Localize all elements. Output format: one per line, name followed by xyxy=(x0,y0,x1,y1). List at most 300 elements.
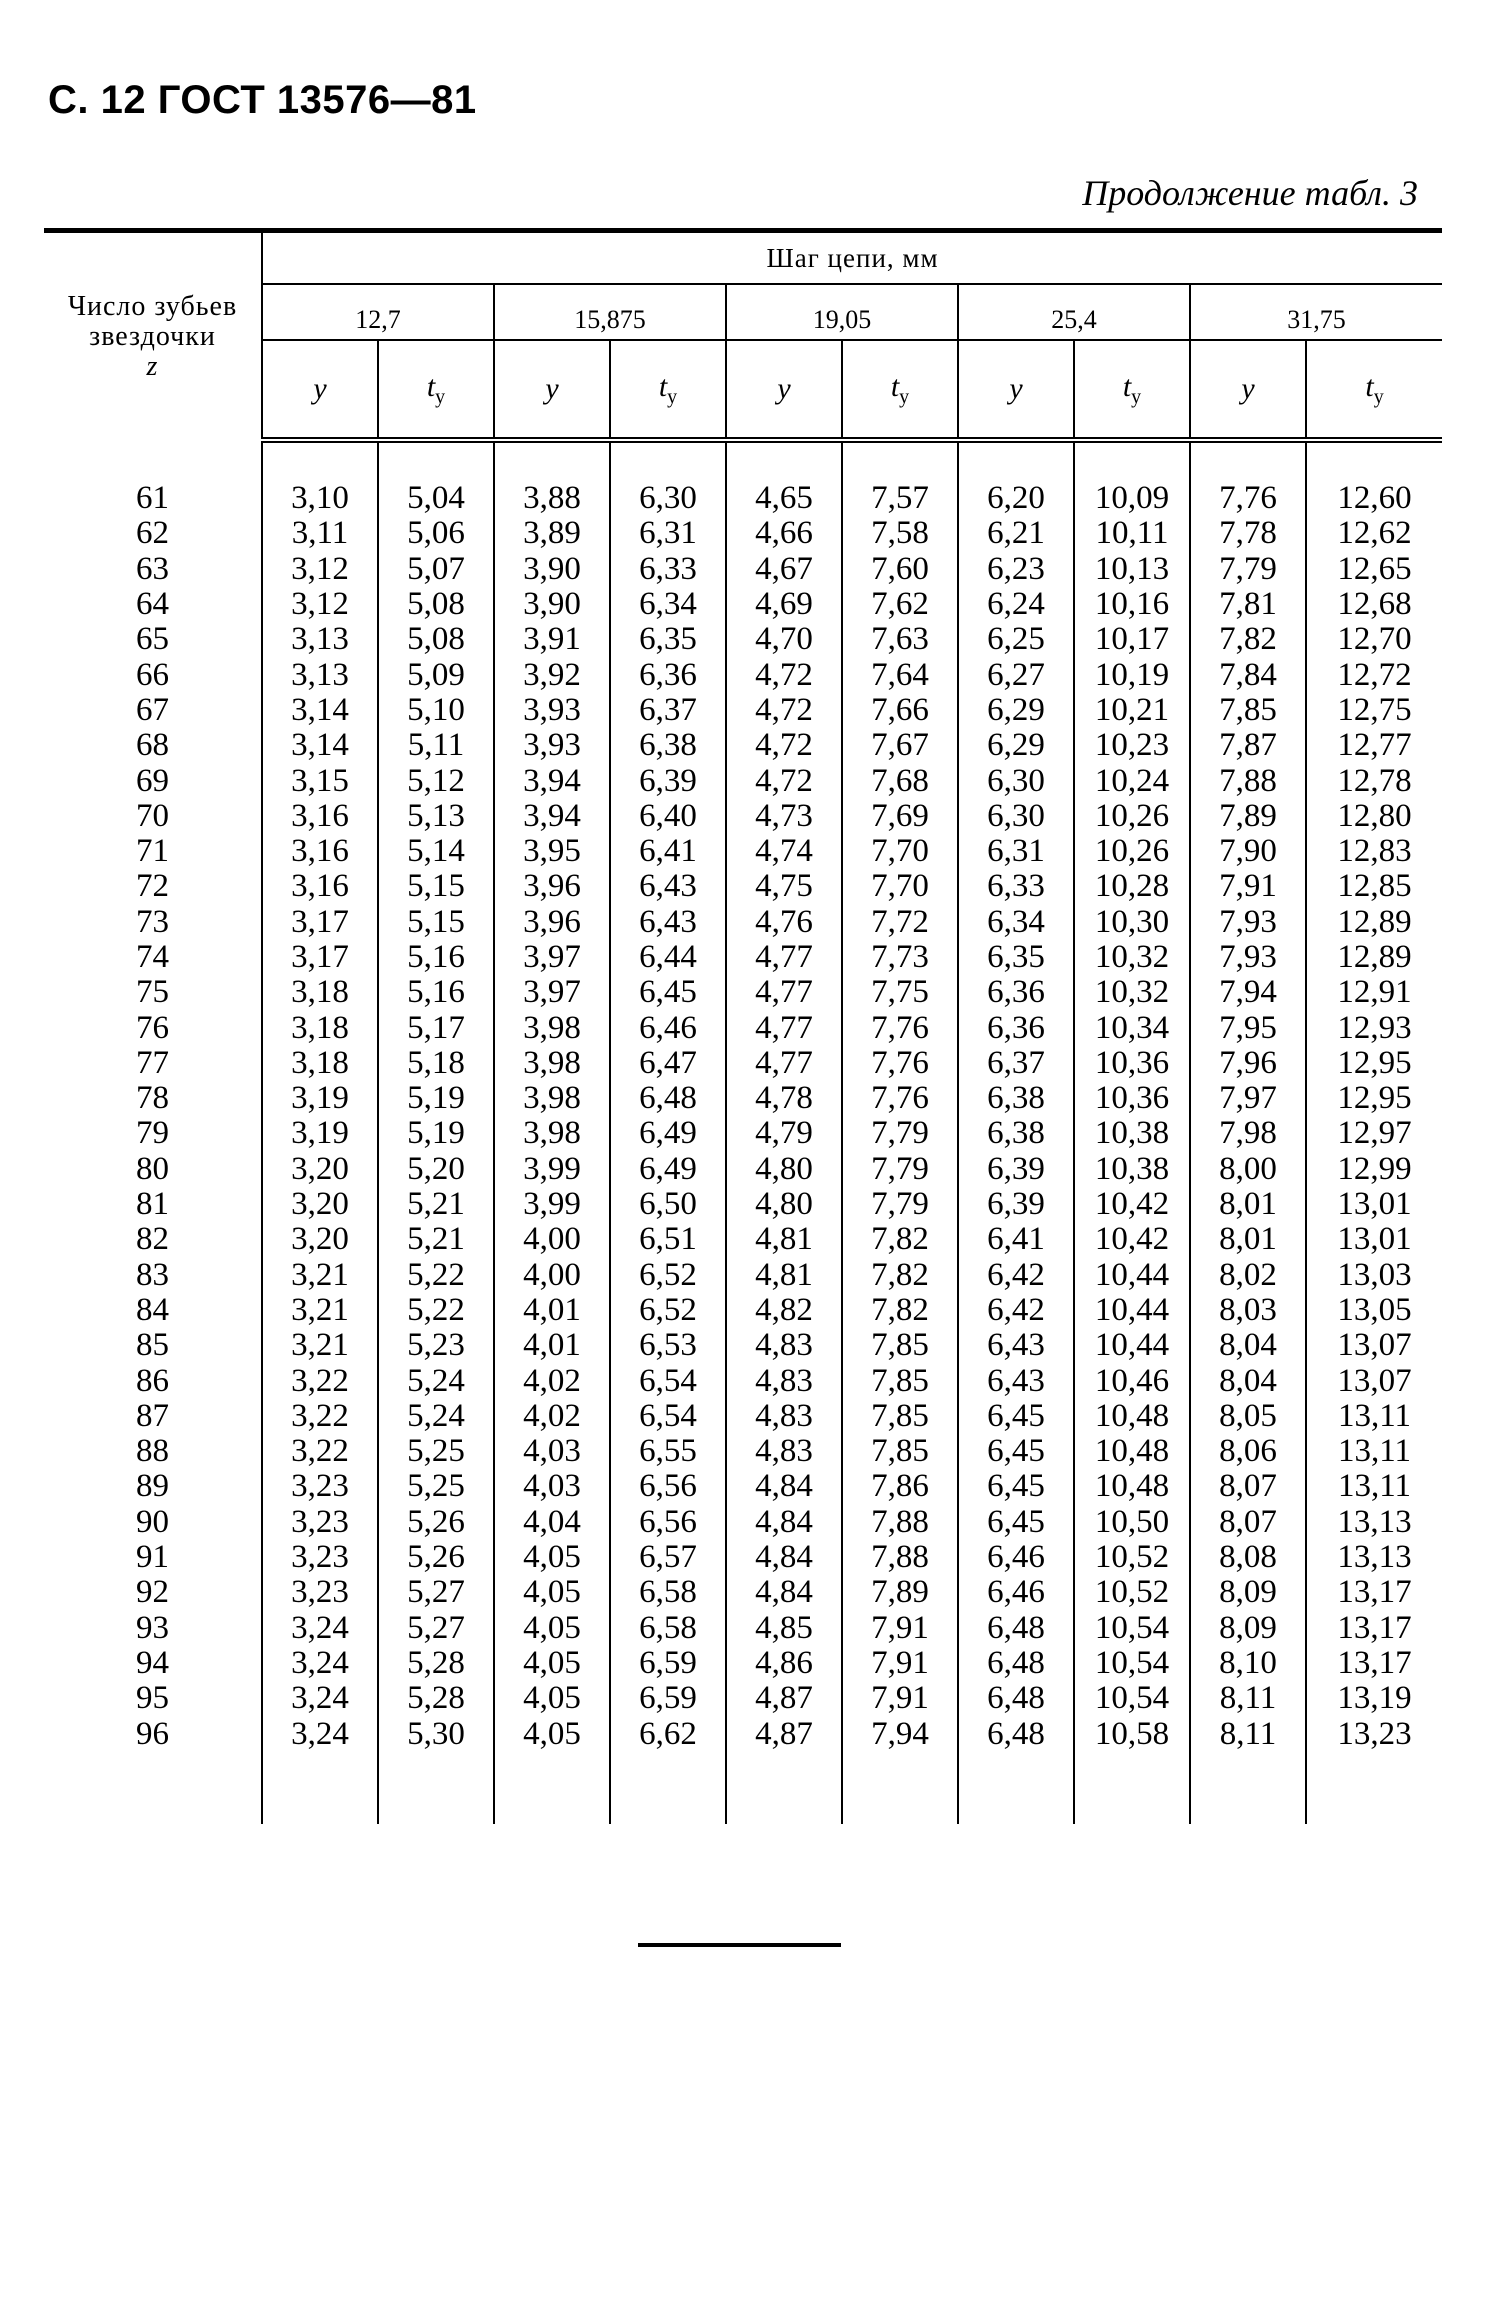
y-value-cell: 4,03 xyxy=(494,1469,610,1504)
y-value-cell: 3,16 xyxy=(262,799,378,834)
t-value-cell: 7,58 xyxy=(842,516,958,551)
y-value-cell: 4,76 xyxy=(726,905,842,940)
y-value-cell: 8,03 xyxy=(1190,1293,1306,1328)
teeth-count-cell: 83 xyxy=(136,1256,169,1293)
teeth-count-cell: 95 xyxy=(136,1680,169,1717)
y-value-cell: 3,97 xyxy=(494,975,610,1010)
table-row xyxy=(44,481,1442,516)
t-value-cell: 12,95 xyxy=(1306,1081,1442,1116)
t-value-cell: 13,11 xyxy=(1306,1399,1442,1434)
empty-cell xyxy=(1306,440,1442,481)
y-value-cell: 8,00 xyxy=(1190,1152,1306,1187)
t-value-cell: 7,64 xyxy=(842,657,958,692)
empty-cell xyxy=(610,1752,726,1824)
t-value-cell: 12,78 xyxy=(1306,763,1442,798)
teeth-count-cell: 93 xyxy=(136,1609,169,1646)
t-value-cell: 5,06 xyxy=(378,516,494,551)
t-value-cell: 13,23 xyxy=(1306,1716,1442,1751)
subheader-t: $t_у$ xyxy=(378,340,494,440)
t-value-cell: 7,76 xyxy=(842,1081,958,1116)
t-value-cell: 5,15 xyxy=(378,905,494,940)
t-value-cell: 6,31 xyxy=(610,516,726,551)
y-value-cell: 6,46 xyxy=(958,1540,1074,1575)
teeth-count-cell: 96 xyxy=(136,1715,169,1752)
t-value-cell: 5,26 xyxy=(378,1540,494,1575)
y-value-cell: 6,35 xyxy=(958,940,1074,975)
t-value-cell: 10,17 xyxy=(1074,622,1190,657)
y-value-cell: 4,87 xyxy=(726,1716,842,1751)
y-value-cell: 3,17 xyxy=(262,940,378,975)
t-value-cell: 6,51 xyxy=(610,1222,726,1257)
subheader-t: $t_у$ xyxy=(1074,340,1190,440)
t-value-cell: 7,85 xyxy=(842,1363,958,1398)
y-value-cell: 3,94 xyxy=(494,799,610,834)
y-value-cell: 6,45 xyxy=(958,1505,1074,1540)
t-value-cell: 12,65 xyxy=(1306,552,1442,587)
t-value-cell: 6,41 xyxy=(610,834,726,869)
t-value-cell: 13,03 xyxy=(1306,1258,1442,1293)
y-value-cell: 4,66 xyxy=(726,516,842,551)
y-value-cell: 4,85 xyxy=(726,1611,842,1646)
y-value-cell: 4,05 xyxy=(494,1681,610,1716)
table-row xyxy=(44,693,1442,728)
t-value-cell: 6,50 xyxy=(610,1187,726,1222)
table-row xyxy=(44,1328,1442,1363)
y-value-cell: 3,90 xyxy=(494,552,610,587)
t-value-cell: 6,44 xyxy=(610,940,726,975)
subheader-y: y xyxy=(958,340,1074,440)
empty-cell xyxy=(378,1752,494,1824)
table-row xyxy=(44,1399,1442,1434)
t-value-cell: 7,79 xyxy=(842,1187,958,1222)
y-value-cell: 3,23 xyxy=(262,1540,378,1575)
y-value-cell: 8,07 xyxy=(1190,1505,1306,1540)
t-value-cell: 10,32 xyxy=(1074,940,1190,975)
t-value-cell: 6,53 xyxy=(610,1328,726,1363)
y-value-cell: 4,77 xyxy=(726,975,842,1010)
teeth-count-cell: 87 xyxy=(136,1397,169,1434)
empty-cell xyxy=(494,1752,610,1824)
table-row xyxy=(44,1187,1442,1222)
y-value-cell: 4,83 xyxy=(726,1328,842,1363)
t-value-cell: 10,42 xyxy=(1074,1222,1190,1257)
y-value-cell: 4,69 xyxy=(726,587,842,622)
teeth-count-cell: 67 xyxy=(136,691,169,728)
y-value-cell: 3,12 xyxy=(262,587,378,622)
empty-cell xyxy=(262,1752,378,1824)
t-value-cell: 12,95 xyxy=(1306,1046,1442,1081)
y-value-cell: 3,13 xyxy=(262,622,378,657)
y-value-cell: 7,94 xyxy=(1190,975,1306,1010)
t-value-cell: 10,48 xyxy=(1074,1434,1190,1469)
y-value-cell: 4,03 xyxy=(494,1434,610,1469)
y-value-cell: 4,72 xyxy=(726,657,842,692)
y-value-cell: 3,14 xyxy=(262,728,378,763)
y-value-cell: 4,86 xyxy=(726,1646,842,1681)
empty-cell xyxy=(494,440,610,481)
teeth-count-cell: 63 xyxy=(136,550,169,587)
y-value-cell: 6,39 xyxy=(958,1152,1074,1187)
y-value-cell: 3,20 xyxy=(262,1222,378,1257)
teeth-count-cell: 85 xyxy=(136,1327,169,1364)
teeth-count-cell: 73 xyxy=(136,903,169,940)
y-value-cell: 3,94 xyxy=(494,763,610,798)
table-row xyxy=(44,1258,1442,1293)
t-value-cell: 7,67 xyxy=(842,728,958,763)
t-value-cell: 5,27 xyxy=(378,1575,494,1610)
y-value-cell: 3,24 xyxy=(262,1611,378,1646)
table-row xyxy=(44,1010,1442,1045)
teeth-count-cell: 82 xyxy=(136,1221,169,1258)
teeth-count-cell: 64 xyxy=(136,586,169,623)
t-value-cell: 5,22 xyxy=(378,1258,494,1293)
y-value-cell: 6,31 xyxy=(958,834,1074,869)
t-value-cell: 10,44 xyxy=(1074,1293,1190,1328)
table-row xyxy=(44,552,1442,587)
t-value-cell: 12,77 xyxy=(1306,728,1442,763)
y-value-cell: 7,89 xyxy=(1190,799,1306,834)
t-value-cell: 6,43 xyxy=(610,905,726,940)
t-value-cell: 7,70 xyxy=(842,869,958,904)
y-value-cell: 7,76 xyxy=(1190,481,1306,516)
t-value-cell: 10,54 xyxy=(1074,1646,1190,1681)
y-value-cell: 8,09 xyxy=(1190,1575,1306,1610)
t-value-cell: 5,28 xyxy=(378,1646,494,1681)
y-value-cell: 4,72 xyxy=(726,763,842,798)
subheader-y: y xyxy=(1190,340,1306,440)
y-value-cell: 4,65 xyxy=(726,481,842,516)
y-value-cell: 4,84 xyxy=(726,1575,842,1610)
teeth-count-cell: 92 xyxy=(136,1574,169,1611)
y-value-cell: 4,05 xyxy=(494,1716,610,1751)
y-value-cell: 4,72 xyxy=(726,728,842,763)
teeth-count-cell: 65 xyxy=(136,621,169,658)
t-value-cell: 5,10 xyxy=(378,693,494,728)
t-value-cell: 7,79 xyxy=(842,1116,958,1151)
t-value-cell: 7,85 xyxy=(842,1434,958,1469)
t-value-cell: 10,38 xyxy=(1074,1152,1190,1187)
y-value-cell: 3,23 xyxy=(262,1505,378,1540)
y-value-cell: 6,21 xyxy=(958,516,1074,551)
y-value-cell: 6,48 xyxy=(958,1681,1074,1716)
table-spacer-row xyxy=(44,440,1442,481)
y-value-cell: 4,02 xyxy=(494,1399,610,1434)
table-row xyxy=(44,728,1442,763)
t-value-cell: 5,14 xyxy=(378,834,494,869)
empty-cell xyxy=(1074,1752,1190,1824)
y-value-cell: 4,80 xyxy=(726,1152,842,1187)
y-value-cell: 4,79 xyxy=(726,1116,842,1151)
t-value-cell: 10,21 xyxy=(1074,693,1190,728)
table-row xyxy=(44,1222,1442,1257)
t-value-cell: 10,44 xyxy=(1074,1258,1190,1293)
t-value-cell: 5,25 xyxy=(378,1434,494,1469)
y-value-cell: 6,42 xyxy=(958,1293,1074,1328)
t-value-cell: 5,23 xyxy=(378,1328,494,1363)
t-value-cell: 6,39 xyxy=(610,763,726,798)
table-row xyxy=(44,1505,1442,1540)
y-value-cell: 3,13 xyxy=(262,657,378,692)
y-value-cell: 4,05 xyxy=(494,1611,610,1646)
teeth-count-cell: 86 xyxy=(136,1362,169,1399)
t-value-cell: 6,52 xyxy=(610,1258,726,1293)
y-value-cell: 4,84 xyxy=(726,1469,842,1504)
t-value-cell: 12,72 xyxy=(1306,657,1442,692)
t-value-cell: 13,01 xyxy=(1306,1222,1442,1257)
t-value-cell: 7,69 xyxy=(842,799,958,834)
table-row xyxy=(44,975,1442,1010)
y-value-cell: 7,98 xyxy=(1190,1116,1306,1151)
y-value-cell: 8,02 xyxy=(1190,1258,1306,1293)
y-value-cell: 3,96 xyxy=(494,869,610,904)
table-row xyxy=(44,1152,1442,1187)
teeth-count-cell: 77 xyxy=(136,1044,169,1081)
teeth-count-cell: 75 xyxy=(136,974,169,1011)
t-value-cell: 7,73 xyxy=(842,940,958,975)
table-row xyxy=(44,1293,1442,1328)
t-value-cell: 13,11 xyxy=(1306,1434,1442,1469)
y-value-cell: 3,19 xyxy=(262,1081,378,1116)
y-value-cell: 8,07 xyxy=(1190,1469,1306,1504)
t-value-cell: 7,82 xyxy=(842,1222,958,1257)
y-value-cell: 7,97 xyxy=(1190,1081,1306,1116)
y-value-cell: 3,18 xyxy=(262,1010,378,1045)
y-value-cell: 6,48 xyxy=(958,1611,1074,1646)
t-value-cell: 5,04 xyxy=(378,481,494,516)
t-value-cell: 6,34 xyxy=(610,587,726,622)
y-value-cell: 3,15 xyxy=(262,763,378,798)
table-continuation-label: Продолжение табл. 3 xyxy=(1082,173,1418,213)
y-value-cell: 6,45 xyxy=(958,1434,1074,1469)
y-value-cell: 6,45 xyxy=(958,1399,1074,1434)
table-row xyxy=(44,1646,1442,1681)
y-value-cell: 3,97 xyxy=(494,940,610,975)
t-value-cell: 13,19 xyxy=(1306,1681,1442,1716)
y-value-cell: 8,01 xyxy=(1190,1222,1306,1257)
y-value-cell: 8,08 xyxy=(1190,1540,1306,1575)
y-value-cell: 7,82 xyxy=(1190,622,1306,657)
y-value-cell: 3,20 xyxy=(262,1187,378,1222)
y-value-cell: 4,00 xyxy=(494,1258,610,1293)
t-value-cell: 5,24 xyxy=(378,1363,494,1398)
y-value-cell: 8,06 xyxy=(1190,1434,1306,1469)
y-value-cell: 6,33 xyxy=(958,869,1074,904)
pitch-header-15-875: 15,875 xyxy=(494,284,726,340)
t-value-cell: 12,80 xyxy=(1306,799,1442,834)
y-value-cell: 3,22 xyxy=(262,1363,378,1398)
teeth-count-cell: 69 xyxy=(136,762,169,799)
y-value-cell: 4,83 xyxy=(726,1434,842,1469)
y-value-cell: 3,24 xyxy=(262,1681,378,1716)
y-value-cell: 3,18 xyxy=(262,975,378,1010)
y-value-cell: 8,11 xyxy=(1190,1716,1306,1751)
t-value-cell: 6,49 xyxy=(610,1116,726,1151)
y-value-cell: 3,91 xyxy=(494,622,610,657)
teeth-count-cell: 61 xyxy=(136,480,169,517)
empty-cell xyxy=(842,1752,958,1824)
y-value-cell: 3,22 xyxy=(262,1434,378,1469)
t-value-cell: 5,16 xyxy=(378,975,494,1010)
y-value-cell: 4,84 xyxy=(726,1505,842,1540)
t-value-cell: 7,72 xyxy=(842,905,958,940)
y-value-cell: 3,98 xyxy=(494,1010,610,1045)
y-value-cell: 3,18 xyxy=(262,1046,378,1081)
t-value-cell: 7,57 xyxy=(842,481,958,516)
empty-cell xyxy=(842,440,958,481)
y-value-cell: 3,92 xyxy=(494,657,610,692)
t-value-cell: 10,19 xyxy=(1074,657,1190,692)
y-value-cell: 8,05 xyxy=(1190,1399,1306,1434)
t-value-cell: 5,19 xyxy=(378,1116,494,1151)
t-value-cell: 10,09 xyxy=(1074,481,1190,516)
y-value-cell: 7,93 xyxy=(1190,905,1306,940)
t-value-cell: 7,89 xyxy=(842,1575,958,1610)
y-value-cell: 6,30 xyxy=(958,763,1074,798)
y-value-cell: 7,87 xyxy=(1190,728,1306,763)
subheader-t: $t_у$ xyxy=(1306,340,1442,440)
table-row xyxy=(44,622,1442,657)
t-value-cell: 5,08 xyxy=(378,622,494,657)
t-value-cell: 7,63 xyxy=(842,622,958,657)
t-value-cell: 6,56 xyxy=(610,1505,726,1540)
y-value-cell: 3,16 xyxy=(262,834,378,869)
empty-cell xyxy=(1190,1752,1306,1824)
y-value-cell: 7,91 xyxy=(1190,869,1306,904)
y-value-cell: 7,84 xyxy=(1190,657,1306,692)
y-value-cell: 3,20 xyxy=(262,1152,378,1187)
y-value-cell: 7,95 xyxy=(1190,1010,1306,1045)
y-value-cell: 3,16 xyxy=(262,869,378,904)
t-value-cell: 6,35 xyxy=(610,622,726,657)
y-value-cell: 3,96 xyxy=(494,905,610,940)
y-value-cell: 3,19 xyxy=(262,1116,378,1151)
t-value-cell: 5,27 xyxy=(378,1611,494,1646)
t-value-cell: 10,42 xyxy=(1074,1187,1190,1222)
y-value-cell: 3,93 xyxy=(494,693,610,728)
y-value-cell: 6,24 xyxy=(958,587,1074,622)
t-value-cell: 10,54 xyxy=(1074,1611,1190,1646)
t-value-cell: 10,48 xyxy=(1074,1469,1190,1504)
teeth-count-cell: 89 xyxy=(136,1468,169,1505)
y-value-cell: 4,81 xyxy=(726,1222,842,1257)
t-value-cell: 6,56 xyxy=(610,1469,726,1504)
y-value-cell: 6,42 xyxy=(958,1258,1074,1293)
t-value-cell: 6,57 xyxy=(610,1540,726,1575)
y-value-cell: 3,14 xyxy=(262,693,378,728)
empty-cell xyxy=(726,1752,842,1824)
y-value-cell: 4,02 xyxy=(494,1363,610,1398)
y-value-cell: 6,39 xyxy=(958,1187,1074,1222)
y-value-cell: 6,30 xyxy=(958,799,1074,834)
empty-cell xyxy=(1190,440,1306,481)
t-value-cell: 5,08 xyxy=(378,587,494,622)
table-row xyxy=(44,1716,1442,1751)
t-value-cell: 5,22 xyxy=(378,1293,494,1328)
t-value-cell: 6,62 xyxy=(610,1716,726,1751)
t-value-cell: 6,46 xyxy=(610,1010,726,1045)
t-value-cell: 13,07 xyxy=(1306,1328,1442,1363)
empty-cell xyxy=(44,1752,262,1824)
table-row xyxy=(44,1046,1442,1081)
t-value-cell: 12,97 xyxy=(1306,1116,1442,1151)
t-value-cell: 10,36 xyxy=(1074,1081,1190,1116)
t-value-cell: 7,79 xyxy=(842,1152,958,1187)
y-value-cell: 4,77 xyxy=(726,1010,842,1045)
t-value-cell: 5,25 xyxy=(378,1469,494,1504)
table-body xyxy=(44,440,1442,1824)
teeth-count-cell: 78 xyxy=(136,1080,169,1117)
pitch-header-25-4: 25,4 xyxy=(958,284,1190,340)
t-value-cell: 10,46 xyxy=(1074,1363,1190,1398)
teeth-count-cell: 66 xyxy=(136,656,169,693)
y-value-cell: 6,29 xyxy=(958,693,1074,728)
column-header-teeth xyxy=(44,231,262,441)
t-value-cell: 5,17 xyxy=(378,1010,494,1045)
table-row xyxy=(44,587,1442,622)
t-value-cell: 10,32 xyxy=(1074,975,1190,1010)
table-row xyxy=(44,905,1442,940)
y-value-cell: 4,83 xyxy=(726,1363,842,1398)
y-value-cell: 3,95 xyxy=(494,834,610,869)
y-value-cell: 6,27 xyxy=(958,657,1074,692)
t-value-cell: 7,60 xyxy=(842,552,958,587)
table-row xyxy=(44,834,1442,869)
t-value-cell: 10,13 xyxy=(1074,552,1190,587)
teeth-count-cell: 74 xyxy=(136,939,169,975)
t-value-cell: 5,07 xyxy=(378,552,494,587)
t-value-cell: 10,28 xyxy=(1074,869,1190,904)
table-row xyxy=(44,799,1442,834)
y-value-cell: 6,45 xyxy=(958,1469,1074,1504)
t-value-cell: 10,26 xyxy=(1074,799,1190,834)
y-value-cell: 7,93 xyxy=(1190,940,1306,975)
table-row xyxy=(44,1681,1442,1716)
y-value-cell: 4,04 xyxy=(494,1505,610,1540)
table-row xyxy=(44,763,1442,798)
pitch-header-12-7: 12,7 xyxy=(262,284,494,340)
t-value-cell: 6,45 xyxy=(610,975,726,1010)
t-value-cell: 7,85 xyxy=(842,1328,958,1363)
y-value-cell: 8,04 xyxy=(1190,1328,1306,1363)
t-value-cell: 5,30 xyxy=(378,1716,494,1751)
t-value-cell: 12,99 xyxy=(1306,1152,1442,1187)
t-value-cell: 10,52 xyxy=(1074,1575,1190,1610)
empty-cell xyxy=(1074,440,1190,481)
y-value-cell: 3,21 xyxy=(262,1258,378,1293)
chain-sprocket-table xyxy=(44,228,1442,1824)
table-row xyxy=(44,1116,1442,1151)
t-value-cell: 12,60 xyxy=(1306,481,1442,516)
t-value-cell: 6,47 xyxy=(610,1046,726,1081)
t-value-cell: 10,34 xyxy=(1074,1010,1190,1045)
t-value-cell: 7,62 xyxy=(842,587,958,622)
y-value-cell: 8,11 xyxy=(1190,1681,1306,1716)
y-value-cell: 4,72 xyxy=(726,693,842,728)
teeth-count-cell: 91 xyxy=(136,1539,169,1576)
t-value-cell: 7,91 xyxy=(842,1611,958,1646)
t-value-cell: 5,11 xyxy=(378,728,494,763)
y-value-cell: 4,83 xyxy=(726,1399,842,1434)
table-row xyxy=(44,657,1442,692)
t-value-cell: 5,15 xyxy=(378,869,494,904)
t-value-cell: 10,54 xyxy=(1074,1681,1190,1716)
t-value-cell: 7,76 xyxy=(842,1010,958,1045)
subheader-y: y xyxy=(726,340,842,440)
subheader-t: $t_у$ xyxy=(842,340,958,440)
t-value-cell: 7,91 xyxy=(842,1646,958,1681)
y-value-cell: 3,93 xyxy=(494,728,610,763)
t-value-cell: 6,58 xyxy=(610,1575,726,1610)
